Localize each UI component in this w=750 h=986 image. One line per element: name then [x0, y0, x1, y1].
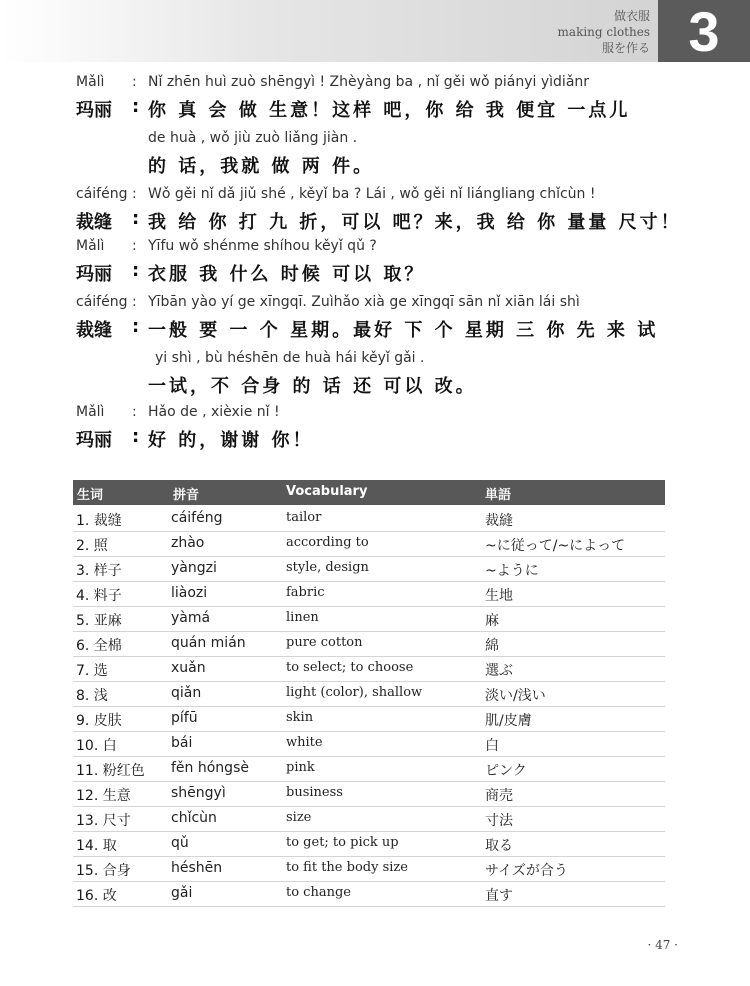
speaker-pinyin: Mǎlì [76, 238, 105, 254]
speaker-chinese: 裁缝 [76, 320, 112, 341]
english-cell: according to [286, 535, 369, 550]
japanese-cell: 取る [485, 838, 513, 854]
pinyin-text: Hǎo de , xièxie nǐ ! [148, 404, 280, 420]
chinese-text: 我 给 你 打 九 折，可以 吧？来，我 给 你 量量 尺寸！ [148, 212, 682, 233]
word-cell: 14. 取 [76, 838, 117, 854]
japanese-cell: 寸法 [485, 813, 513, 829]
word-cell: 4. 料子 [76, 588, 122, 604]
word-cell: 10. 白 [76, 738, 117, 754]
speaker-chinese: 裁缝 [76, 212, 112, 233]
table-row [73, 582, 665, 607]
table-row [73, 507, 665, 532]
speaker-pinyin: cáiféng [76, 186, 128, 202]
chinese-text: 的 话，我就 做 两 件。 [148, 156, 375, 177]
word-cell: 15. 合身 [76, 863, 131, 879]
pinyin-cell: fěn hóngsè [171, 760, 249, 776]
vocab-table-header [73, 480, 665, 505]
table-row [73, 607, 665, 632]
word-cell: 5. 亚麻 [76, 613, 122, 629]
speaker-pinyin: cáiféng [76, 294, 128, 310]
pinyin-cell: gǎi [171, 885, 193, 901]
english-cell: linen [286, 610, 319, 625]
table-row [73, 532, 665, 557]
japanese-cell: 淡い/浅い [485, 688, 546, 704]
japanese-cell: 選ぶ [485, 663, 513, 679]
pinyin-text: de huà , wǒ jiù zuò liǎng jiàn . [148, 130, 358, 146]
chinese-text: 一般 要 一 个 星期。最好 下 个 星期 三 你 先 来 试 [148, 320, 659, 341]
english-cell: to select; to choose [286, 660, 414, 675]
pinyin-text: Nǐ zhēn huì zuò shēngyì ! Zhèyàng ba , nǐ gěi wǒ piányi yìdiǎnr [148, 74, 590, 90]
header-vocabulary: Vocabulary [286, 484, 368, 499]
pinyin-text: Yībān yào yí ge xīngqī. Zuìhǎo xià ge xīngqī sān nǐ xiān lái shì [148, 294, 580, 310]
pinyin-cell: qǔ [171, 835, 189, 851]
pinyin-text: Wǒ gěi nǐ dǎ jiǔ shé , kěyǐ ba ? Lái , wǒ gěi nǐ liángliang chǐcùn ! [148, 186, 596, 202]
speaker-chinese: 玛丽 [76, 430, 112, 451]
word-cell: 3. 样子 [76, 563, 122, 579]
colon: : [132, 186, 137, 202]
word-cell: 8. 浅 [76, 688, 108, 704]
pinyin-cell: héshēn [171, 860, 223, 876]
chapter-title-zh: 做衣服 [613, 9, 650, 23]
pinyin-cell: quán mián [171, 635, 246, 651]
word-cell: 1. 裁缝 [76, 513, 122, 529]
table-row [73, 782, 665, 807]
english-cell: size [286, 810, 312, 825]
table-row [73, 707, 665, 732]
japanese-cell: 白 [485, 738, 499, 754]
header-pinyin: 拼音 [173, 488, 200, 503]
japanese-cell: 裁縫 [485, 513, 513, 529]
japanese-cell: 直す [485, 888, 513, 904]
pinyin-cell: zhào [171, 535, 205, 551]
japanese-cell: 麻 [485, 613, 499, 629]
table-row [73, 807, 665, 832]
english-cell: to fit the body size [286, 860, 408, 875]
pinyin-cell: cáiféng [171, 510, 223, 526]
english-cell: fabric [286, 585, 325, 600]
english-cell: skin [286, 710, 314, 725]
pinyin-cell: bái [171, 735, 193, 751]
chinese-text: 你 真 会 做 生意！这样 吧，你 给 我 便宜 一点儿 [148, 100, 631, 121]
table-row [73, 557, 665, 582]
word-cell: 13. 尺寸 [76, 813, 131, 829]
speaker-pinyin: Mǎlì [76, 74, 105, 90]
pinyin-text: Yīfu wǒ shénme shíhou kěyǐ qǔ ? [148, 238, 377, 254]
table-row [73, 882, 665, 907]
colon: : [132, 316, 143, 337]
pinyin-cell: liàozi [171, 585, 208, 601]
japanese-cell: ~ように [485, 563, 539, 579]
table-row [73, 857, 665, 882]
colon: : [132, 96, 143, 117]
pinyin-cell: yàngzi [171, 560, 217, 576]
word-cell: 9. 皮肤 [76, 713, 122, 729]
header-new-words: 生词 [77, 488, 104, 503]
japanese-cell: 綿 [485, 638, 499, 654]
chinese-text: 好 的，谢谢 你！ [148, 430, 314, 451]
chinese-text: 衣服 我 什么 时候 可以 取？ [148, 264, 426, 285]
chapter-title-en: making clothes [557, 25, 650, 39]
japanese-cell: ~に従って/~によって [485, 538, 626, 554]
speaker-pinyin: Mǎlì [76, 404, 105, 420]
english-cell: tailor [286, 510, 322, 525]
word-cell: 16. 改 [76, 888, 117, 904]
japanese-cell: 肌/皮膚 [485, 713, 532, 729]
english-cell: pink [286, 760, 315, 775]
table-row [73, 682, 665, 707]
colon: : [132, 426, 143, 447]
pinyin-cell: xuǎn [171, 660, 206, 676]
word-cell: 6. 全棉 [76, 638, 122, 654]
chapter-title-jp: 服を作る [601, 41, 650, 55]
word-cell: 11. 粉红色 [76, 763, 145, 779]
english-cell: business [286, 785, 343, 800]
pinyin-cell: chǐcùn [171, 810, 217, 826]
speaker-chinese: 玛丽 [76, 100, 112, 121]
chapter-number-badge: 3 [658, 0, 750, 62]
english-cell: to get; to pick up [286, 835, 399, 850]
colon: : [132, 294, 137, 310]
english-cell: light (color), shallow [286, 685, 423, 700]
header-japanese: 単語 [485, 488, 512, 503]
table-row [73, 632, 665, 657]
japanese-cell: ピンク [485, 763, 527, 779]
colon: : [132, 238, 137, 254]
colon: : [132, 260, 143, 281]
table-row [73, 832, 665, 857]
colon: : [132, 208, 143, 229]
pinyin-cell: yàmá [171, 610, 211, 626]
word-cell: 12. 生意 [76, 788, 131, 804]
english-cell: pure cotton [286, 635, 363, 650]
speaker-chinese: 玛丽 [76, 264, 112, 285]
english-cell: to change [286, 885, 351, 900]
japanese-cell: サイズが合う [485, 863, 568, 879]
page-number: · 47 · [647, 938, 678, 952]
colon: : [132, 74, 137, 90]
word-cell: 7. 选 [76, 663, 108, 679]
pinyin-cell: shēngyì [171, 785, 226, 801]
colon: : [132, 404, 137, 420]
pinyin-cell: pífū [171, 710, 198, 726]
table-row [73, 657, 665, 682]
table-row [73, 757, 665, 782]
english-cell: white [286, 735, 323, 750]
japanese-cell: 生地 [485, 588, 513, 604]
pinyin-text: yi shì , bù héshēn de huà hái kěyǐ gǎi . [155, 350, 425, 366]
table-row [73, 732, 665, 757]
chinese-text: 一试，不 合身 的 话 还 可以 改。 [148, 376, 477, 397]
chapter-title-group [558, 8, 650, 56]
english-cell: style, design [286, 560, 369, 575]
pinyin-cell: qiǎn [171, 685, 202, 701]
japanese-cell: 商売 [485, 788, 513, 804]
word-cell: 2. 照 [76, 538, 108, 554]
